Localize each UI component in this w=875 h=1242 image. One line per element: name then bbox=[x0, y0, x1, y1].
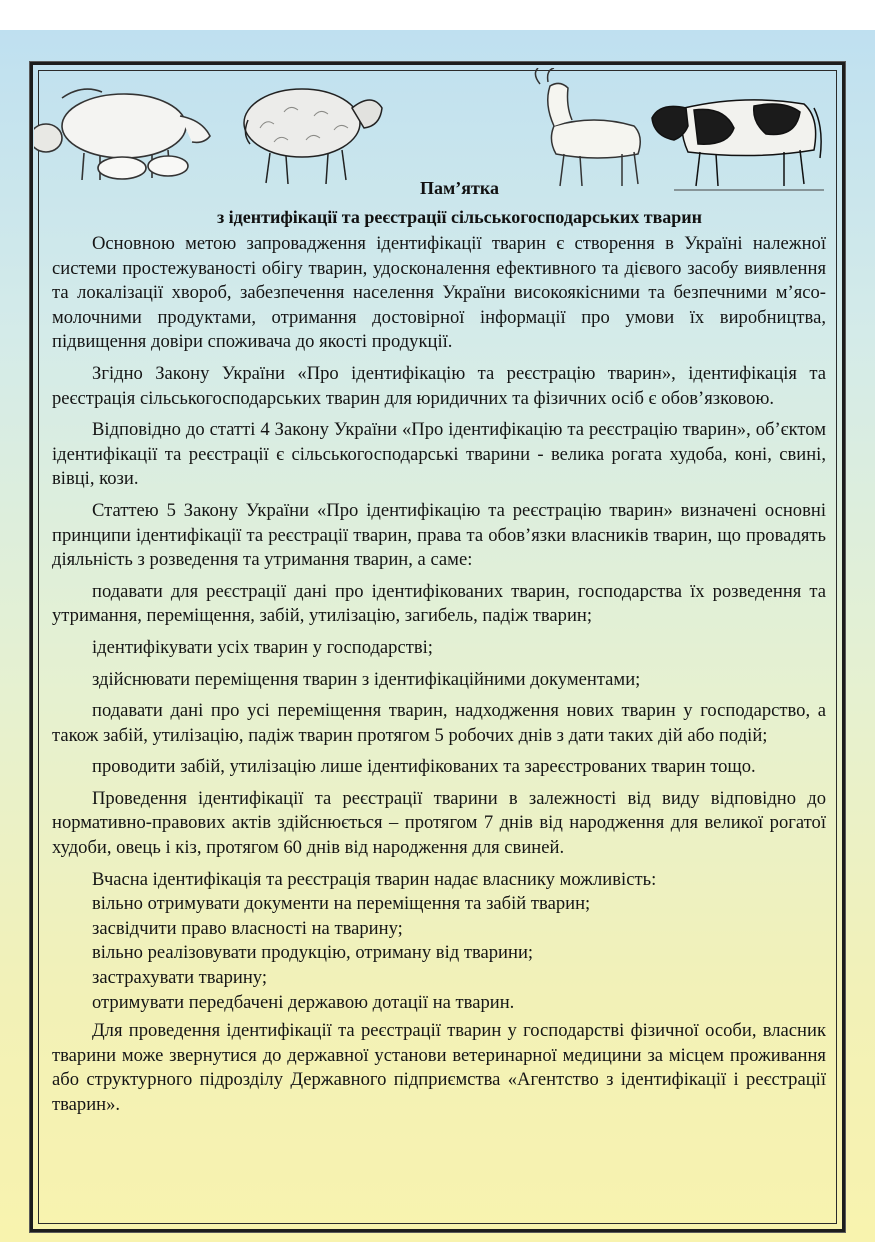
closing-paragraph: Для проведення ідентифікації та реєстрації тварин у господарстві фізичної особи, власник тварини може звернутися до державної установи ветеринарної медицини за місцем проживання або структурного підрозділу Державного підприємства «Агентство з ідентифікації і реєстрації тварин». bbox=[52, 1020, 826, 1115]
pig-icon bbox=[34, 89, 210, 180]
list-item: проводити забій, утилізацію лише ідентифікованих та зареєстрованих тварин тощо. bbox=[92, 756, 756, 778]
goat-icon bbox=[535, 68, 640, 186]
opportunities-intro: Вчасна ідентифікація та реєстрація тварин надає власнику можливість: bbox=[92, 868, 657, 890]
paragraph: Відповідно до статті 4 Закону України «Про ідентифікацію та реєстрацію тварин», об’єктом ідентифікації та реєстрації є сільськогосподарські тварини - велика рогата худоба, коні, свині, вівці, кози. bbox=[52, 419, 826, 490]
document-body bbox=[52, 232, 826, 1118]
list-item: отримувати передбачені державою дотації на тварин. bbox=[92, 991, 515, 1013]
list-item: вільно реалізовувати продукцію, отриману від тварини; bbox=[92, 942, 534, 964]
document-title: Пам’ятка bbox=[420, 178, 499, 198]
list-item: здійснювати переміщення тварин з ідентифікаційними документами; bbox=[92, 668, 641, 690]
paragraph: Основною метою запровадження ідентифікації тварин є створення в Україні належної системи простежуваності обігу тварин, удосконалення ефективного та дієвого засобу виявлення та локалізації хвороб, забезпечення населення України високоякісними та безпечними м’ясо-молочними продуктами, отримання достовірної інформації про умови їх виробництва, підвищення довіри споживача до якості продукції. bbox=[52, 233, 826, 353]
paragraph: Проведення ідентифікації та реєстрації тварини в залежності від виду відповідно до нормативно-правових актів здійснюється – протягом 7 днів від народження для великої рогатої худоби, овець і кіз, протягом 60 днів від народження для свиней. bbox=[52, 787, 826, 859]
list-item: ідентифікувати усіх тварин у господарстві; bbox=[92, 636, 433, 658]
paragraph: Статтею 5 Закону України «Про ідентифікацію та реєстрацію тварин» визначені основні принципи ідентифікації та реєстрації тварин, права та обов’язки власників тварин, що провадять діяльність з розведення та утримання тварин, а саме: bbox=[52, 499, 826, 571]
list-item: подавати дані про усі переміщення тварин, надходження нових тварин у господарство, а також забій, утилізацію, падіж тварин протягом 5 робочих днів з дати таких дій або подій; bbox=[52, 700, 826, 746]
cow-icon bbox=[652, 100, 824, 190]
document-subtitle: з ідентифікації та реєстрації сільськогосподарських тварин bbox=[216, 207, 703, 227]
list-item: вільно отримувати документи на переміщення та забій тварин; bbox=[92, 893, 591, 915]
list-item: подавати для реєстрації дані про ідентифікованих тварин, господарства їх розведення та утримання, переміщення, забій, утилізацію, загибель, падіж тварин; bbox=[52, 580, 826, 627]
list-item: застрахувати тварину; bbox=[92, 967, 267, 989]
paragraph: Згідно Закону України «Про ідентифікацію та реєстрацію тварин», ідентифікація та реєстрація сільськогосподарських тварин для юридичних та фізичних осіб є обов’язковою. bbox=[52, 362, 826, 409]
list-item: засвідчити право власності на тварину; bbox=[92, 917, 403, 939]
sheep-icon bbox=[244, 89, 382, 184]
